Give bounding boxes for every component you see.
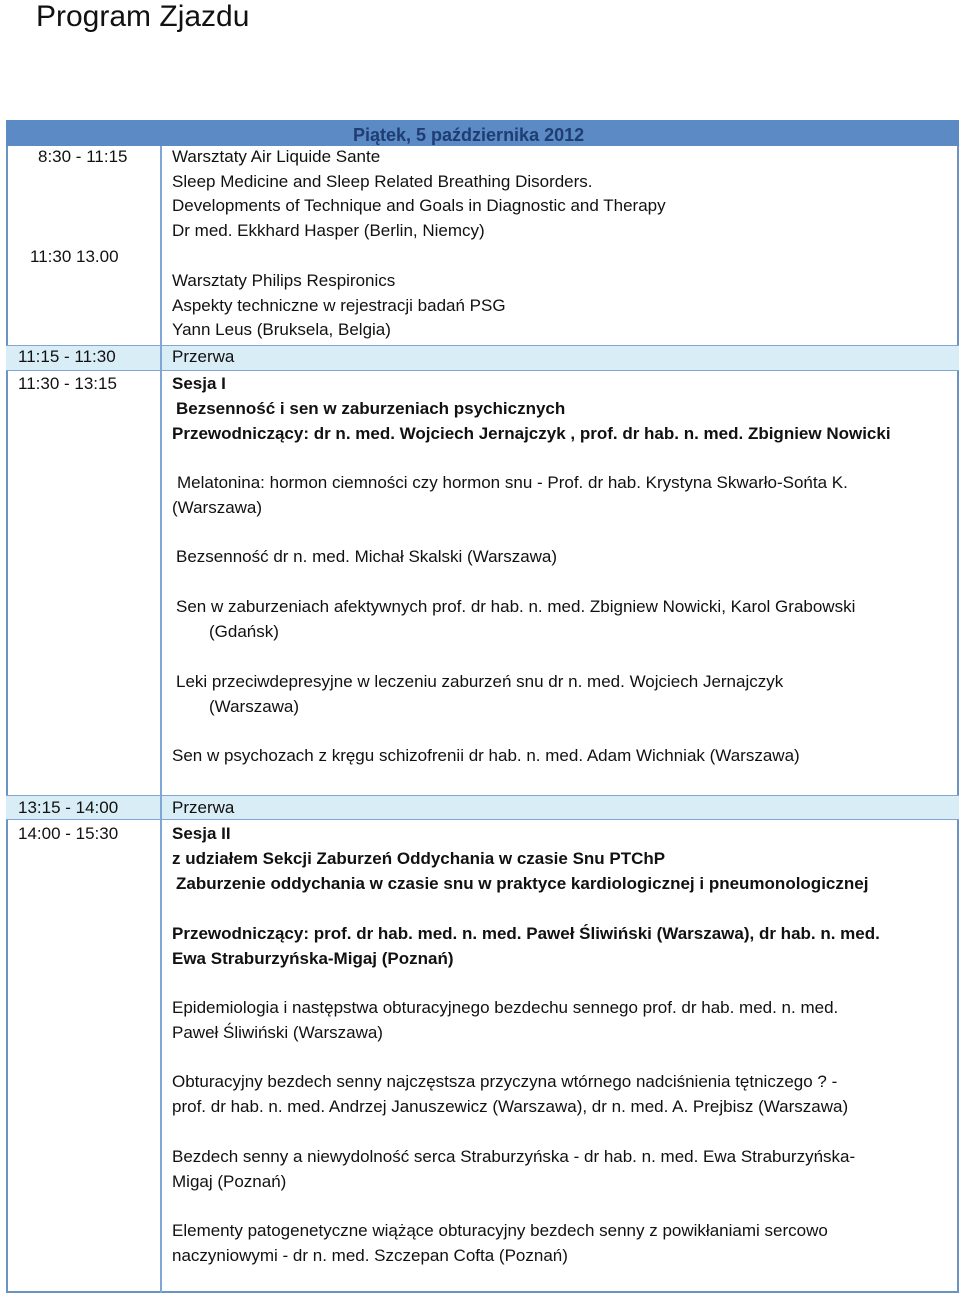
workshop-title: Warsztaty Philips Respironics bbox=[172, 271, 396, 290]
session-chairs: Ewa Straburzyńska-Migaj (Poznań) bbox=[172, 949, 454, 968]
talk-item: Paweł Śliwiński (Warszawa) bbox=[172, 1023, 383, 1042]
workshop-speaker: Dr med. Ekkhard Hasper (Berlin, Niemcy) bbox=[172, 221, 485, 240]
break-label: Przerwa bbox=[172, 798, 235, 817]
talk-item: (Warszawa) bbox=[209, 697, 300, 716]
talk-item: Melatonina: hormon ciemności czy hormon snu - Prof. dr hab. Krystyna Skwarło-Sońta K. bbox=[177, 473, 848, 492]
session-subtitle: z udziałem Sekcji Zaburzeń Oddychania w czasie Snu PTChP bbox=[172, 849, 666, 868]
session-chairs: Przewodniczący: dr n. med. Wojciech Jernajczyk , prof. dr hab. n. med. Zbigniew Nowicki bbox=[172, 424, 891, 443]
talk-item: Bezsenność dr n. med. Michał Skalski (Warszawa) bbox=[176, 547, 558, 566]
break-time: 11:15 - 11:30 bbox=[18, 347, 116, 366]
break-row-1 bbox=[6, 345, 959, 371]
workshop-title: Warsztaty Air Liquide Sante bbox=[172, 147, 381, 166]
talk-item: Obturacyjny bezdech senny najczęstsza przyczyna wtórnego nadciśnienia tętniczego ? - bbox=[172, 1072, 838, 1091]
break-label: Przerwa bbox=[172, 347, 235, 366]
talk-item: Migaj (Poznań) bbox=[172, 1172, 287, 1191]
talk-item: Bezdech senny a niewydolność serca Straburzyńska - dr hab. n. med. Ewa Straburzyńska- bbox=[172, 1147, 856, 1166]
talk-item: (Gdańsk) bbox=[209, 622, 279, 641]
talk-item: (Warszawa) bbox=[172, 498, 263, 517]
session-topic: Bezsenność i sen w zaburzeniach psychicznych bbox=[176, 399, 566, 418]
workshop-line: Developments of Technique and Goals in Diagnostic and Therapy bbox=[172, 196, 666, 215]
column-divider bbox=[160, 146, 162, 1293]
session-time: 14:00 - 15:30 bbox=[18, 824, 119, 843]
session-title: Sesja II bbox=[172, 824, 231, 843]
workshop-line: Sleep Medicine and Sleep Related Breathing Disorders. bbox=[172, 172, 593, 191]
session-title: Sesja I bbox=[172, 374, 226, 393]
talk-item: Leki przeciwdepresyjne w leczeniu zaburzeń snu dr n. med. Wojciech Jernajczyk bbox=[176, 672, 784, 691]
page-title: Program Zjazdu bbox=[36, 0, 250, 33]
session-topic: Zaburzenie oddychania w czasie snu w praktyce kardiologicznej i pneumonologicznej bbox=[176, 874, 869, 893]
talk-item: Sen w zaburzeniach afektywnych prof. dr hab. n. med. Zbigniew Nowicki, Karol Grabowski bbox=[176, 597, 856, 616]
break-row-2 bbox=[6, 795, 959, 820]
talk-item: Epidemiologia i następstwa obturacyjnego bezdechu sennego prof. dr hab. med. n. med. bbox=[172, 998, 839, 1017]
talk-item: Elementy patogenetyczne wiążące obturacyjny bezdech senny z powikłaniami sercowo bbox=[172, 1221, 828, 1240]
talk-item: naczyniowymi - dr n. med. Szczepan Cofta (Poznań) bbox=[172, 1246, 568, 1265]
talk-item: Sen w psychozach z kręgu schizofrenii dr hab. n. med. Adam Wichniak (Warszawa) bbox=[172, 746, 800, 765]
workshop-line: Aspekty techniczne w rejestracji badań PSG bbox=[172, 296, 506, 315]
workshop-speaker: Yann Leus (Bruksela, Belgia) bbox=[172, 320, 391, 339]
time-slot: 8:30 - 11:15 bbox=[38, 147, 128, 166]
day-header: Piątek, 5 października 2012 bbox=[6, 120, 959, 146]
session-time: 11:30 - 13:15 bbox=[18, 374, 117, 393]
break-time: 13:15 - 14:00 bbox=[18, 798, 119, 817]
session-chairs: Przewodniczący: prof. dr hab. med. n. med. Paweł Śliwiński (Warszawa), dr hab. n. med. bbox=[172, 924, 880, 943]
time-slot: 11:30 13.00 bbox=[30, 247, 119, 266]
talk-item: prof. dr hab. n. med. Andrzej Januszewicz (Warszawa), dr n. med. A. Prejbisz (Warszawa) bbox=[172, 1097, 849, 1116]
